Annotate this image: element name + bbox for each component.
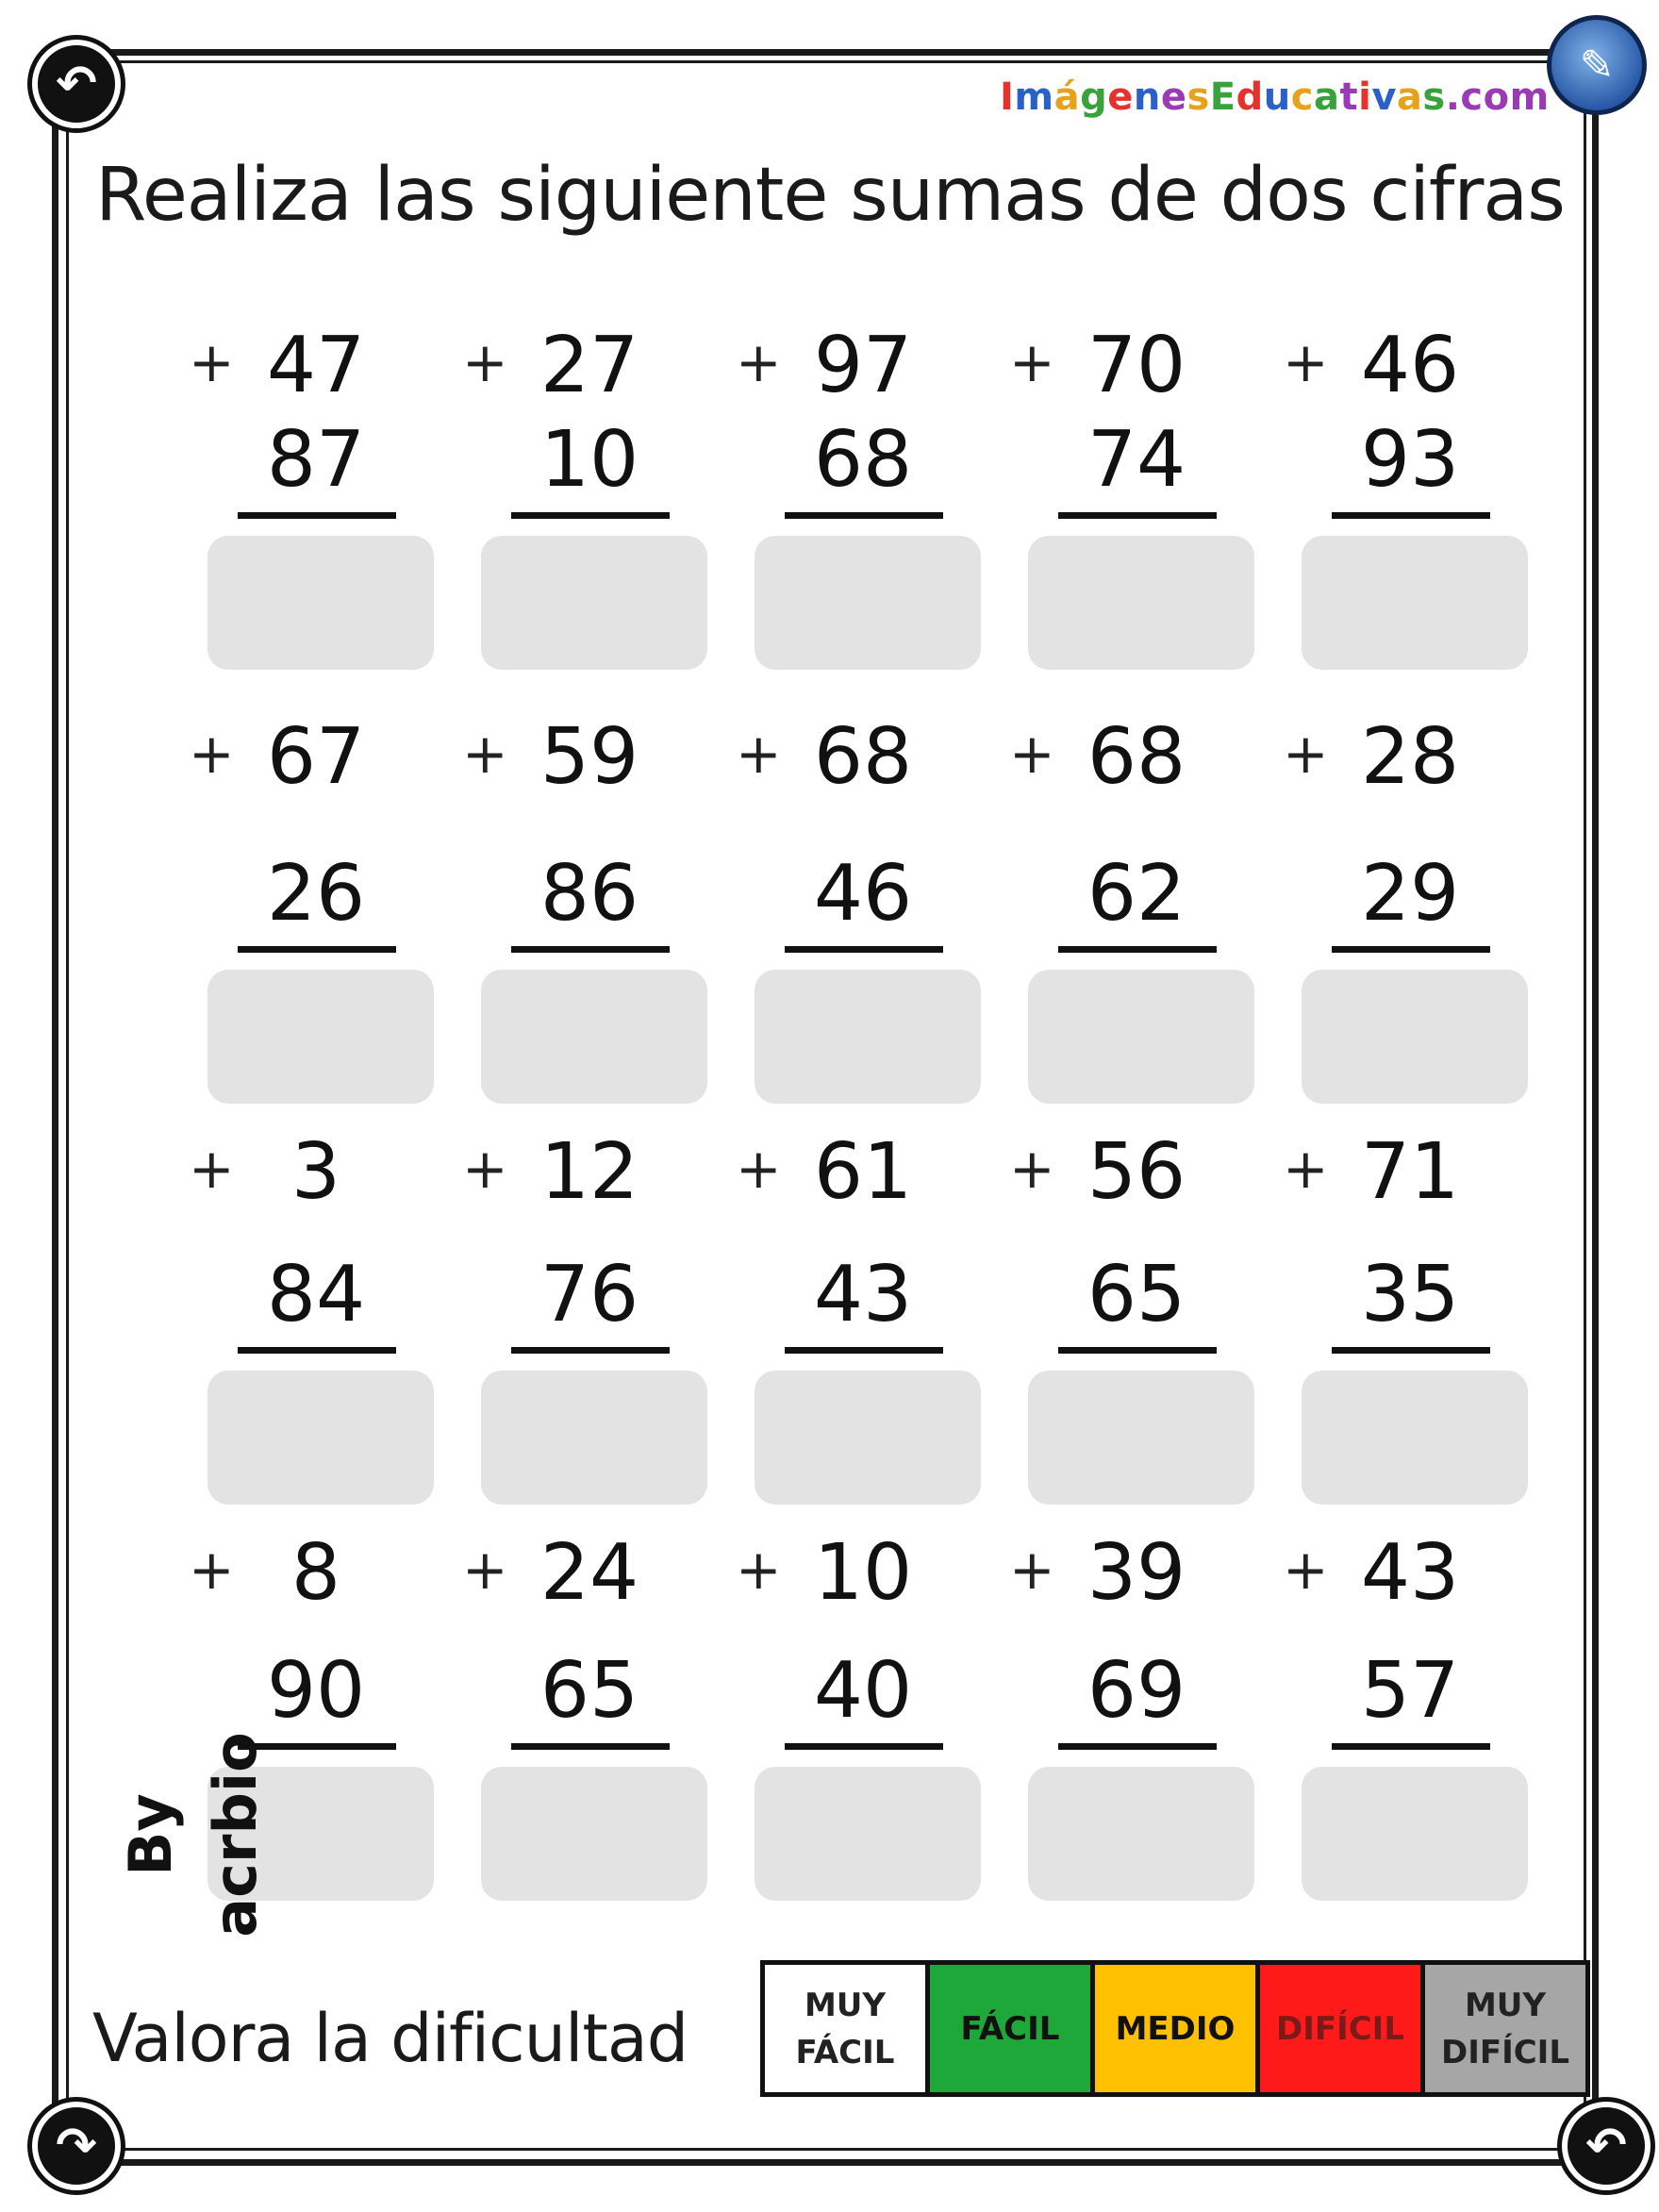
sum-problem — [462, 712, 717, 1089]
answer-box[interactable] — [1028, 1767, 1254, 1901]
worksheet-title: Realiza las siguiente sumas de dos cifras — [95, 153, 1565, 238]
brand-letter: I — [1000, 75, 1015, 119]
sum-line — [511, 1347, 670, 1354]
sum-line — [238, 1347, 396, 1354]
addend-top: 12 — [539, 1127, 639, 1217]
sum-line — [238, 946, 396, 953]
sum-problem — [1009, 712, 1264, 1089]
answer-box[interactable] — [481, 1767, 707, 1901]
sum-problem — [1009, 1528, 1264, 1905]
sum-problem — [189, 712, 443, 1089]
sum-line — [785, 1347, 943, 1354]
addend-bottom: 40 — [813, 1646, 913, 1736]
plus-sign: + — [462, 1538, 508, 1602]
addend-bottom: 87 — [266, 415, 366, 505]
brand-letter: e — [1160, 75, 1187, 119]
sum-problem — [736, 1528, 990, 1905]
sum-line — [1332, 512, 1490, 519]
answer-box[interactable] — [1028, 970, 1254, 1104]
plus-sign: + — [736, 1137, 782, 1201]
answer-box[interactable] — [1028, 536, 1254, 670]
plus-sign: + — [1283, 1137, 1329, 1201]
sum-problem — [462, 1528, 717, 1905]
addend-top: 10 — [813, 1528, 913, 1618]
addend-top: 68 — [1087, 712, 1186, 802]
plus-sign: + — [736, 1538, 782, 1602]
plus-sign: + — [462, 1137, 508, 1201]
byline — [111, 1688, 270, 1971]
sum-line — [785, 512, 943, 519]
addend-top: 56 — [1087, 1127, 1186, 1217]
brand-letter: E — [1209, 75, 1236, 119]
addend-bottom: 90 — [266, 1646, 366, 1736]
plus-sign: + — [736, 330, 782, 394]
addend-bottom: 65 — [1087, 1250, 1186, 1339]
answer-box[interactable] — [1302, 1767, 1528, 1901]
addend-bottom: 93 — [1360, 415, 1460, 505]
sum-problem — [462, 321, 717, 698]
brand-letter: n — [1133, 75, 1161, 119]
addend-bottom: 86 — [539, 849, 639, 939]
sum-line — [785, 1743, 943, 1750]
brand-letter: d — [1236, 75, 1264, 119]
addend-bottom: 46 — [813, 849, 913, 939]
sum-problem — [1283, 1528, 1537, 1905]
difficulty-option[interactable]: DIFÍCIL — [1260, 1965, 1425, 2092]
addend-bottom: 57 — [1360, 1646, 1460, 1736]
answer-box[interactable] — [755, 1767, 981, 1901]
sum-problem — [736, 321, 990, 698]
brand-letter: m — [1014, 75, 1054, 119]
answer-box[interactable] — [207, 536, 434, 670]
sum-problem — [1283, 1127, 1537, 1505]
answer-box[interactable] — [1302, 536, 1528, 670]
addend-top: 61 — [813, 1127, 913, 1217]
brand-letter: e — [1107, 75, 1134, 119]
addend-top: 68 — [813, 712, 913, 802]
addend-top: 46 — [1360, 321, 1460, 410]
answer-box[interactable] — [1302, 970, 1528, 1104]
sum-line — [511, 946, 670, 953]
brand-letter: a — [1396, 75, 1423, 119]
brand-letter: t — [1339, 75, 1359, 119]
addend-top: 39 — [1087, 1528, 1186, 1618]
brand-letter: i — [1358, 75, 1372, 119]
difficulty-scale — [760, 1960, 1590, 2097]
plus-sign: + — [1009, 330, 1055, 394]
addend-top: 70 — [1087, 321, 1186, 410]
brand-letter: g — [1080, 75, 1108, 119]
sum-problem — [736, 1127, 990, 1505]
addend-top: 59 — [539, 712, 639, 802]
brand-letter: a — [1313, 75, 1340, 119]
plus-sign: + — [462, 330, 508, 394]
sum-problem — [1283, 321, 1537, 698]
plus-sign: + — [736, 722, 782, 786]
addend-bottom: 43 — [813, 1250, 913, 1339]
addend-bottom: 84 — [266, 1250, 366, 1339]
sum-line — [1332, 1347, 1490, 1354]
addend-top: 71 — [1360, 1127, 1460, 1217]
sum-problem — [1283, 712, 1537, 1089]
brand-letter: .com — [1445, 75, 1550, 119]
addend-bottom: 74 — [1087, 415, 1186, 505]
sum-problem — [736, 712, 990, 1089]
answer-box[interactable] — [207, 1371, 434, 1505]
plus-sign: + — [1283, 330, 1329, 394]
brand-letter: u — [1263, 75, 1291, 119]
sum-problem — [1009, 321, 1264, 698]
answer-box[interactable] — [481, 970, 707, 1104]
brand-letter: c — [1290, 75, 1314, 119]
addend-bottom: 10 — [539, 415, 639, 505]
corner-swirl-icon: ↶ — [32, 40, 121, 128]
plus-sign: + — [1009, 1137, 1055, 1201]
addend-bottom: 29 — [1360, 849, 1460, 939]
plus-sign: + — [189, 722, 235, 786]
addend-top: 97 — [813, 321, 913, 410]
site-logo-icon: ✎ — [1547, 15, 1647, 115]
addend-bottom: 68 — [813, 415, 913, 505]
addend-top: 8 — [290, 1528, 341, 1618]
sum-line — [1058, 946, 1217, 953]
difficulty-option[interactable]: FÁCIL — [930, 1965, 1095, 2092]
addend-bottom: 62 — [1087, 849, 1186, 939]
addend-bottom: 69 — [1087, 1646, 1186, 1736]
sum-line — [1332, 1743, 1490, 1750]
sum-problem — [462, 1127, 717, 1505]
difficulty-option[interactable]: MUY FÁCIL — [765, 1965, 930, 2092]
addend-bottom: 26 — [266, 849, 366, 939]
plus-sign: + — [1009, 1538, 1055, 1602]
sum-problem — [1009, 1127, 1264, 1505]
addend-top: 47 — [266, 321, 366, 410]
plus-sign: + — [189, 1137, 235, 1201]
plus-sign: + — [1009, 722, 1055, 786]
plus-sign: + — [189, 1538, 235, 1602]
addend-top: 28 — [1360, 712, 1460, 802]
sum-line — [785, 946, 943, 953]
brand-letter: v — [1371, 75, 1397, 119]
addend-top: 24 — [539, 1528, 639, 1618]
sum-problem — [189, 321, 443, 698]
sum-line — [511, 512, 670, 519]
sum-line — [1058, 1347, 1217, 1354]
brand-letter: á — [1053, 75, 1081, 119]
answer-box[interactable] — [755, 970, 981, 1104]
answer-box[interactable] — [755, 536, 981, 670]
addend-top: 27 — [539, 321, 639, 410]
difficulty-option[interactable]: MEDIO — [1095, 1965, 1260, 2092]
answer-box[interactable] — [1028, 1371, 1254, 1505]
plus-sign: + — [189, 330, 235, 394]
answer-box[interactable] — [755, 1371, 981, 1505]
addend-top: 3 — [290, 1127, 341, 1217]
sum-line — [1058, 512, 1217, 519]
difficulty-option[interactable]: MUY DIFÍCIL — [1425, 1965, 1585, 2092]
answer-box[interactable] — [481, 536, 707, 670]
rating-label: Valora la dificultad — [92, 2000, 688, 2077]
corner-swirl-icon: ↷ — [32, 2102, 121, 2190]
sum-problem — [189, 1127, 443, 1505]
addend-top: 67 — [266, 712, 366, 802]
plus-sign: + — [1283, 722, 1329, 786]
answer-box[interactable] — [207, 970, 434, 1104]
answer-box[interactable] — [1302, 1371, 1528, 1505]
plus-sign: + — [1283, 1538, 1329, 1602]
sum-line — [1058, 1743, 1217, 1750]
sum-line — [511, 1743, 670, 1750]
brand-letter: s — [1422, 75, 1446, 119]
sum-line — [1332, 946, 1490, 953]
plus-sign: + — [462, 722, 508, 786]
byline-text: By acrbio — [116, 1732, 270, 1938]
sum-line — [238, 512, 396, 519]
addend-bottom: 65 — [539, 1646, 639, 1736]
addend-bottom: 35 — [1360, 1250, 1460, 1339]
corner-swirl-icon: ↶ — [1562, 2102, 1651, 2190]
addend-top: 43 — [1360, 1528, 1460, 1618]
addend-bottom: 76 — [539, 1250, 639, 1339]
brand-letter: s — [1186, 75, 1210, 119]
answer-box[interactable] — [481, 1371, 707, 1505]
